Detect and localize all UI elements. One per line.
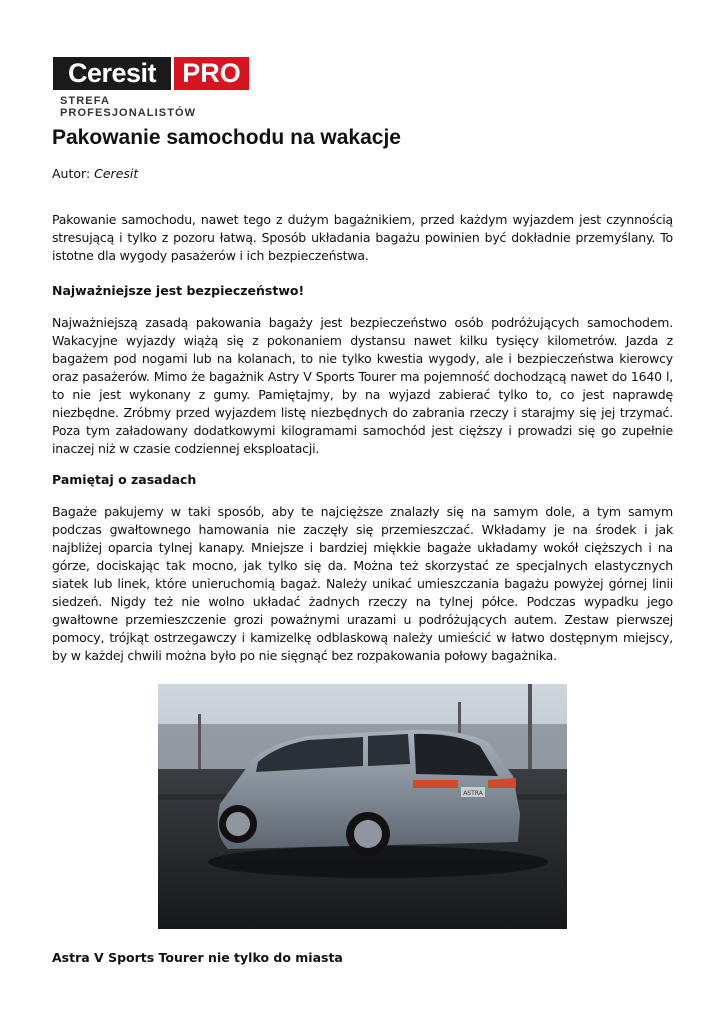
page-title: Pakowanie samochodu na wakacje: [52, 126, 401, 149]
intro-paragraph: Pakowanie samochodu, nawet tego z dużym bagażnikiem, przed każdym wyjazdem jest czynnością stresującą i tylko z pozoru łatwą. Sposób układania bagażu powinien być dokładnie przemyślany. To istotne dla wygody pasażerów i ich bezpieczeństwa.: [52, 212, 673, 263]
ceresit-pro-logo: [53, 57, 249, 119]
author-line: [52, 166, 138, 181]
section-heading-rules: Pamiętaj o zasadach: [52, 472, 197, 487]
section-heading-astra: Astra V Sports Tourer nie tylko do miasta: [52, 950, 343, 965]
logo-badge: PRO: [174, 57, 249, 90]
car-photo: [158, 684, 567, 929]
logo-tagline: STREFA PROFESJONALISTÓW: [60, 95, 197, 119]
section-paragraph-rules: Bagaże pakujemy w taki sposób, aby te najcięższe znalazły się na samym dole, a tym samym podczas gwałtownego hamowania nie zaczęły się przemieszczać. Wkładamy je na środek i jak najbliżej oparcia tylnej kanapy. Mniejsze i bardziej miękkie bagaże układamy wokół cięższych i na górze, dociskając tak mocno, jak tylko się da. Można też skorzystać ze specjalnych elastycznych siatek lub linek, które unieruchomią bagaż. Należy unikać umieszczania bagażu powyżej górnej linii siedzeń. Nigdy też nie wolno układać żadnych rzeczy na tylnej półce. Podczas wypadku jego gwałtowne przemieszczenie grozi poważnymi urazami u podróżujących autem. Zestaw pierwszej pomocy, trójkąt ostrzegawczy i kamizelkę odblaskową należy umieścić w łatwo dostępnym miejscy, by w każdej chwili można było po nie sięgnąć bez rozpakowania połowy bagażnika.: [52, 504, 673, 663]
logo-brand: Ceresit: [53, 57, 171, 90]
section-paragraph-safety: Najważniejszą zasadą pakowania bagaży jest bezpieczeństwo osób podróżujących samochodem. Wakacyjne wyjazdy wiążą się z pokonaniem dystansu nawet kilku tysięcy kilometrów. Jazda z bagażem pod nogami lub na kolanach, to nie tylko kwestia wygody, ale i bezpieczeństwa kierowcy oraz pasażerów. Mimo że bagażnik Astry V Sports Tourer ma pojemność dochodzącą nawet do 1640 l, to nie jest wykonany z gumy. Pamiętajmy, by na wyjazd zabierać tylko to, co jest naprawdę niezbędne. Zróbmy przed wyjazdem listę niezbędnych do zabrania rzeczy i starajmy się jej trzymać. Poza tym załadowany dodatkowymi kilogramami samochód jest cięższy i prowadzi się go zupełnie inaczej niż w czasie codziennej eksploatacji.: [52, 315, 673, 456]
license-plate-text: ASTRA: [463, 790, 483, 797]
section-heading-safety: Najważniejsze jest bezpieczeństwo!: [52, 283, 305, 298]
author-name: Ceresit: [94, 166, 139, 181]
author-label: Autor:: [52, 166, 91, 181]
